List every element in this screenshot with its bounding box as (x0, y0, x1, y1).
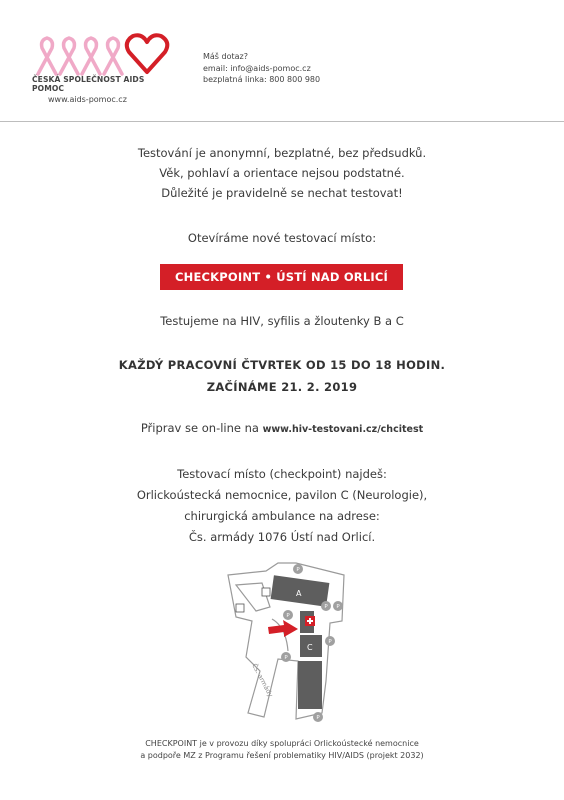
location-text (0, 464, 564, 548)
location-line: chirurgická ambulance na adrese: (184, 509, 380, 523)
header-divider (0, 121, 564, 122)
schedule-text (0, 354, 564, 398)
footer (0, 738, 564, 762)
prep-label: Připrav se on-line na (140, 421, 263, 435)
contact-question: Máš dotaz? (203, 52, 248, 61)
intro-text (0, 143, 564, 203)
parking-label: P (328, 639, 332, 645)
parking-label: P (296, 567, 300, 573)
ribbon-3 (82, 38, 100, 74)
location-line: Orlickoústecká nemocnice, pavilon C (Neurologie), (136, 488, 428, 502)
org-name: ČESKÁ SPOLEČNOST AIDS POMOC (32, 75, 145, 93)
parking-label: P (286, 613, 290, 619)
building-a-label: A (296, 589, 302, 598)
street-label: Čs. armády (250, 662, 275, 699)
tests-text: Testujeme na HIV, syfilis a žloutenky B a C (160, 314, 404, 328)
ribbon-1 (38, 38, 56, 74)
entrance-box (236, 604, 244, 612)
entrance-box (262, 588, 270, 596)
parking-label: P (284, 655, 288, 661)
ribbon-2 (60, 38, 78, 74)
checkpoint-banner: CHECKPOINT • ÚSTÍ NAD ORLICÍ (160, 264, 403, 290)
parking-label: P (324, 604, 328, 610)
footer-line: CHECKPOINT je v provozu díky spolupráci Orlickoústecké nemocnice (145, 739, 419, 748)
building-lower (298, 661, 322, 709)
ribbons-heart-logo (30, 30, 170, 80)
website-link[interactable]: www.aids-pomoc.cz (48, 95, 127, 104)
contact-block (203, 51, 320, 86)
schedule-line: ZAČÍNÁME 21. 2. 2019 (206, 380, 358, 394)
arrow-icon (268, 620, 298, 637)
location-map (226, 561, 348, 723)
location-line: Čs. armády 1076 Ústí nad Orlicí. (188, 530, 376, 544)
schedule-line: KAŽDÝ PRACOVNÍ ČTVRTEK OD 15 DO 18 HODIN. (118, 358, 446, 372)
prep-text (0, 421, 564, 435)
contact-email[interactable]: email: info@aids-pomoc.cz (203, 63, 311, 73)
parking-label: P (336, 604, 340, 610)
prep-url-link[interactable]: www.hiv-testovani.cz/chcitest (262, 424, 424, 435)
parking-label: P (316, 715, 320, 721)
contact-hotline[interactable]: bezplatná linka: 800 800 980 (203, 75, 321, 84)
location-line: Testovací místo (checkpoint) najdeš: (177, 467, 387, 481)
intro-line: Věk, pohlaví a orientace nejsou podstatné. (159, 166, 405, 180)
header (0, 0, 564, 121)
opening-text: Otevíráme nové testovací místo: (187, 231, 377, 245)
heart-icon (127, 35, 168, 72)
intro-line: Testování je anonymní, bezplatné, bez předsudků. (137, 146, 427, 160)
intro-line: Důležité je pravidelně se nechat testovat! (161, 186, 403, 200)
footer-line: a podpoře MZ z Programu řešení problematiky HIV/AIDS (projekt 2032) (140, 751, 424, 760)
ribbon-4 (104, 38, 122, 74)
building-c-label: C (307, 643, 313, 652)
